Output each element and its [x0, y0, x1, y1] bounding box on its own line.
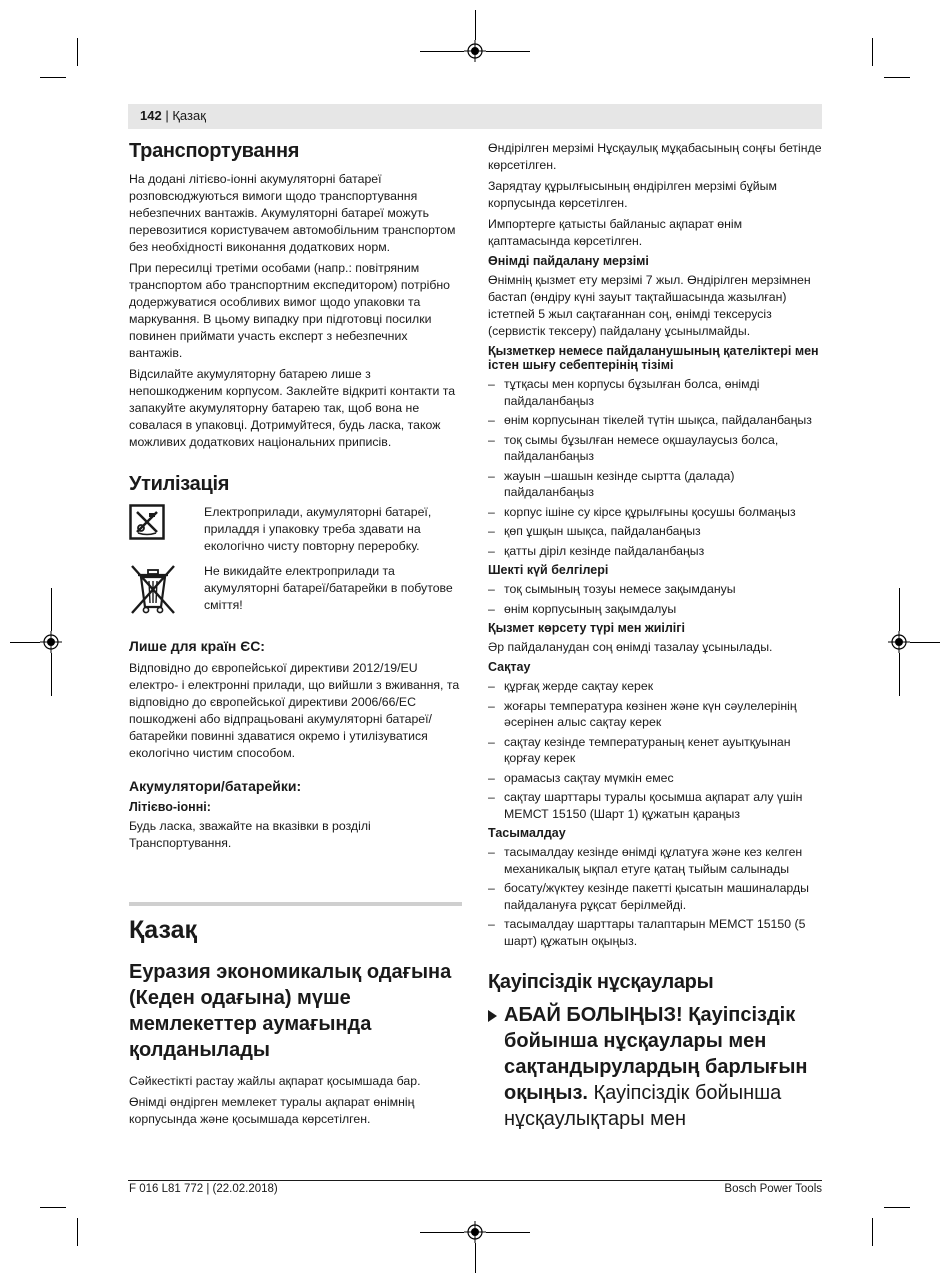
eu-title: Лише для країн ЄС:: [129, 638, 265, 654]
importer-paragraph: Импортерге қатысты байланыс ақпарат өнім қаптамасында көрсетілген.: [488, 217, 743, 248]
arrow-icon: [488, 1010, 497, 1022]
registration-mark-icon: [40, 631, 62, 653]
crop-mark: [899, 588, 900, 631]
usage-paragraph: Өнімнің қызмет ету мерзімі 7 жыл. Өндірілген мерзімнен бастап (өндіру күні зауыт тақтайшасында жазылған) істетпей 5 жыл сақтағаннан соң, өнімді тексерусіз (сервистік тексеру) пайдалану ұсынылмайды.: [488, 273, 811, 338]
eu-paragraph: Відповідно до європейської директиви 2012/19/EU електро- і електронні прилади, що вийшли з вживання, та відповідно до європейської директиви 2006/66/EC пошкоджені або відпрацьовані акумуляторні батареї/батарейки повинні здаватися окремо і утилізуватися екологічно чистим способом.: [129, 661, 460, 760]
transport-paragraph-2: При пересилці третіми особами (напр.: повітряним транспортом або транспортним експедитором) потрібно додержуватися особливих вимог щодо упаковки та маркування. В цьому випадку при підготовці посилки повинен приймати участь експерт з небезпечних вантажів.: [129, 261, 450, 360]
disposal-paragraph-2: Не викидайте електроприлади та акумуляторні батареї/батарейки в побутове сміття!: [204, 564, 453, 612]
crop-mark: [872, 1218, 873, 1246]
crop-mark: [884, 1207, 910, 1208]
left-column: [129, 140, 462, 1132]
date-paragraph-1: Өндірілген мерзімі Нұсқаулық мұқабасының соңғы бетінде көрсетілген.: [488, 141, 822, 172]
crop-mark: [872, 38, 873, 66]
page-number: 142: [140, 108, 162, 123]
limit-list: [488, 581, 822, 617]
eaeu-paragraph-2: Өнімді өндірген мемлекет туралы ақпарат өнімнің корпусында және қосымшада көрсетілген.: [129, 1095, 415, 1126]
errors-title: Қызметкер немесе пайдаланушының қателіктері мен істен шығу себептерінің тізімі: [488, 344, 819, 372]
shipping-title: Тасымалдау: [488, 826, 566, 840]
footer-doc-code: F 016 L81 772 | (22.02.2018): [129, 1183, 278, 1195]
errors-list: [488, 376, 822, 559]
section-divider: [129, 902, 462, 906]
crop-mark: [899, 653, 900, 696]
crop-mark: [884, 77, 910, 78]
crop-mark: [475, 10, 476, 40]
kazakh-section-title: Қазақ: [129, 916, 197, 944]
list-item: – жауын –шашын кезінде сыртта (далада) пайдаланбаңыз: [488, 468, 822, 501]
service-title: Қызмет көрсету түрі мен жиілігі: [488, 621, 685, 635]
list-item: – тұтқасы мен корпусы бұзылған болса, өнімді пайдаланбаңыз: [488, 376, 822, 409]
date-paragraph-2: Зарядтау құрылғысының өндірілген мерзімі бұйым корпусында көрсетілген.: [488, 179, 777, 210]
transport-paragraph-3: Відсилайте акумуляторну батарею лише з непошкодженим корпусом. Заклейте відкриті контакти та запакуйте акумуляторну батарею так, щоб вона не совалася в упаковці. Дотримуйтеся, будь ласка, також можливих додаткових національних приписів.: [129, 367, 456, 449]
list-item: – босату/жүктеу кезінде пакетті қысатын машиналарды пайдалануға рұқсат берілмейді.: [488, 880, 822, 913]
limit-title: Шекті күй белгілері: [488, 563, 609, 577]
list-item: – тоқ сымы бұзылған немесе оқшаулаусыз болса, пайдаланбаңыз: [488, 432, 822, 465]
eaeu-paragraph-1: Сәйкестікті растау жайлы ақпарат қосымшада бар.: [129, 1074, 421, 1088]
storage-title: Сақтау: [488, 660, 531, 674]
list-item: – сақтау шарттары туралы қосымша ақпарат алу үшін МЕМСТ 15150 (Шарт 1) құжатын қараңыз: [488, 789, 822, 822]
right-column: [488, 140, 822, 1132]
shipping-list: [488, 844, 822, 949]
storage-list: [488, 678, 822, 822]
safety-warning: [488, 1002, 822, 1132]
recycle-tools-icon: [129, 504, 165, 540]
list-item: – құрғақ жерде сақтау керек: [488, 678, 822, 695]
crop-mark: [51, 588, 52, 631]
registration-mark-icon: [464, 1221, 486, 1243]
list-item: – орамасыз сақтау мүмкін емес: [488, 770, 822, 787]
footer-rule: [128, 1180, 822, 1181]
footer-brand: Bosch Power Tools: [724, 1183, 822, 1195]
list-item: – өнім корпусынан тікелей түтін шықса, пайдаланбаңыз: [488, 412, 822, 429]
crop-mark: [475, 1243, 476, 1273]
crop-mark: [910, 642, 940, 643]
crop-mark: [40, 1207, 66, 1208]
disposal-paragraph-1: Електроприлади, акумуляторні батареї, приладдя і упаковку треба здавати на екологічно чисту повторну переробку.: [204, 505, 432, 553]
eaeu-title: Еуразия экономикалық одағына (Кеден одағына) мүше мемлекеттер аумағында қолданылады: [129, 961, 452, 1061]
list-item: – тоқ сымының тозуы немесе зақымдануы: [488, 581, 822, 598]
list-item: – қатты діріл кезінде пайдаланбаңыз: [488, 543, 822, 560]
list-item: – қөп ұшқын шықса, пайдаланбаңыз: [488, 523, 822, 540]
disposal-title: Утилізація: [129, 473, 230, 495]
liion-paragraph: Будь ласка, зважайте на вказівки в розділі Транспортування.: [129, 819, 371, 850]
list-item: – корпус ішіне су кірсе құрылғыны қосушы болмаңыз: [488, 504, 822, 521]
crossed-bin-icon: [129, 563, 177, 615]
crop-mark: [51, 653, 52, 696]
safety-title: Қауіпсіздік нұсқаулары: [488, 971, 714, 993]
list-item: – тасымалдау кезінде өнімді құлатуға және кез келген механикалық ықпал етуге қатаң тыйым салынады: [488, 844, 822, 877]
crop-mark: [486, 51, 530, 52]
disposal-row-recycle: [129, 504, 462, 559]
registration-mark-icon: [888, 631, 910, 653]
list-item: – сақтау кезінде температураның кенет ауытқуынан қорғау керек: [488, 734, 822, 767]
registration-mark-icon: [464, 40, 486, 62]
transport-paragraph-1: На додані літієво-іонні акумуляторні батареї розповсюджуються вимоги щодо транспортування небезпечних вантажів. Акумуляторні батареї можуть перевозитися користувачем автомобільним транспортом без необхідності виконання додаткових норм.: [129, 172, 456, 254]
list-item: – тасымалдау шарттары талаптарын МЕМСТ 15150 (5 шарт) құжатын оқыңыз.: [488, 916, 822, 949]
crop-mark: [486, 1232, 530, 1233]
header-text: [140, 108, 206, 123]
header-separator: |: [165, 108, 169, 123]
crop-mark: [10, 642, 40, 643]
list-item: – жоғары температура көзінен және күн сәулелерінің әсерінен алыс сақтау керек: [488, 698, 822, 731]
crop-mark: [77, 38, 78, 66]
warning-bold-text: АБАЙ БОЛЫҢЫЗ! Қауіпсіздік бойынша нұсқаулары мен сақтандырулардың барлығын оқыңыз.: [504, 1004, 808, 1104]
usage-title: Өнімді пайдалану мерзімі: [488, 254, 649, 268]
liion-title: Літієво-іонні:: [129, 800, 211, 814]
crop-mark: [40, 77, 66, 78]
crop-mark: [77, 1218, 78, 1246]
warning-text: Қауіпсіздік бойынша нұсқаулықтары мен: [504, 1082, 782, 1130]
crop-mark: [420, 51, 464, 52]
batteries-title: Акумулятори/батарейки:: [129, 778, 302, 794]
disposal-row-bin: [129, 563, 462, 620]
header-language: Қазақ: [172, 108, 206, 123]
list-item: – өнім корпусының зақымдалуы: [488, 601, 822, 618]
page-header: [128, 104, 822, 129]
crop-mark: [420, 1232, 464, 1233]
service-paragraph: Әр пайдаланудан соң өнімді тазалау ұсынылады.: [488, 640, 773, 654]
transport-title: Транспортування: [129, 140, 300, 162]
